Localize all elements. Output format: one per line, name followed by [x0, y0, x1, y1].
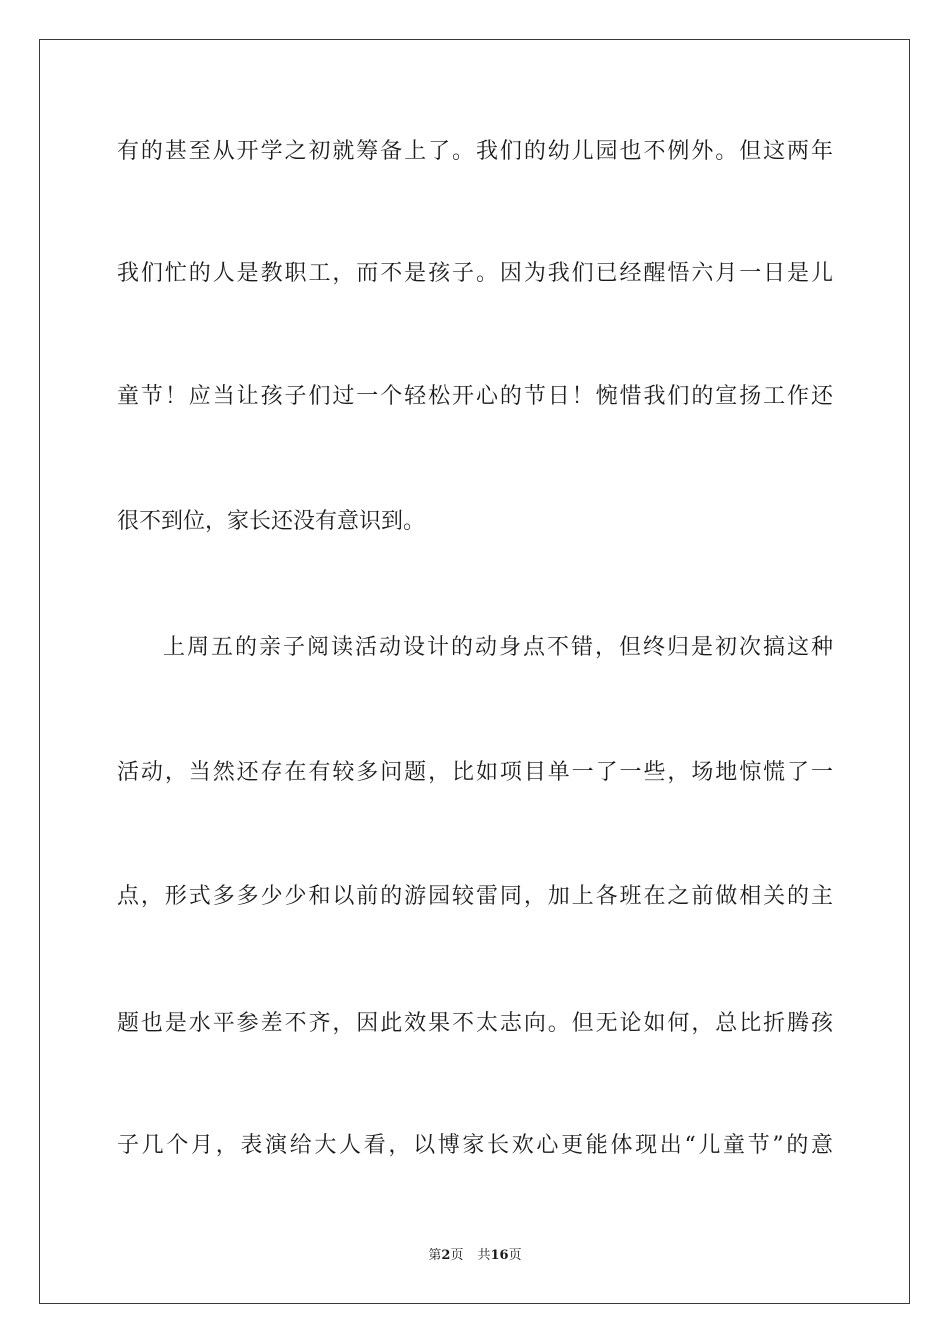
page-prefix: 第: [428, 1248, 442, 1263]
text-line-7: 点，形式多多少少和以前的游园较雷同，加上各班在之前做相关的主: [117, 884, 833, 909]
total-pages: 16: [490, 1248, 509, 1263]
text-line-6: 活动，当然还存在有较多问题，比如项目单一了一些，场地惊慌了一: [117, 760, 833, 785]
text-line-2: 我们忙的人是教职工，而不是孩子。因为我们已经醒悟六月一日是儿: [117, 261, 833, 286]
page-border: [39, 39, 910, 1304]
text-line-3: 童节！应当让孩子们过一个轻松开心的节日！惋惜我们的宣扬工作还: [117, 384, 833, 409]
text-line-4: 很不到位，家长还没有意识到。: [117, 509, 426, 534]
page-footer: [0, 1248, 950, 1264]
total-prefix: 共: [477, 1248, 491, 1263]
page-number: 2: [441, 1248, 451, 1263]
text-line-5: 上周五的亲子阅读活动设计的动身点不错，但终归是初次搞这种: [163, 635, 833, 660]
text-line-8: 题也是水平参差不齐，因此效果不太志向。但无论如何，总比折腾孩: [117, 1011, 833, 1036]
text-line-1: 有的甚至从开学之初就筹备上了。我们的幼儿园也不例外。但这两年: [117, 139, 833, 164]
total-suffix: 页: [508, 1248, 522, 1263]
text-line-9: 子几个月，表演给大人看，以博家长欢心更能体现出“儿童节”的意: [117, 1133, 833, 1158]
page-suffix: 页: [450, 1248, 464, 1263]
